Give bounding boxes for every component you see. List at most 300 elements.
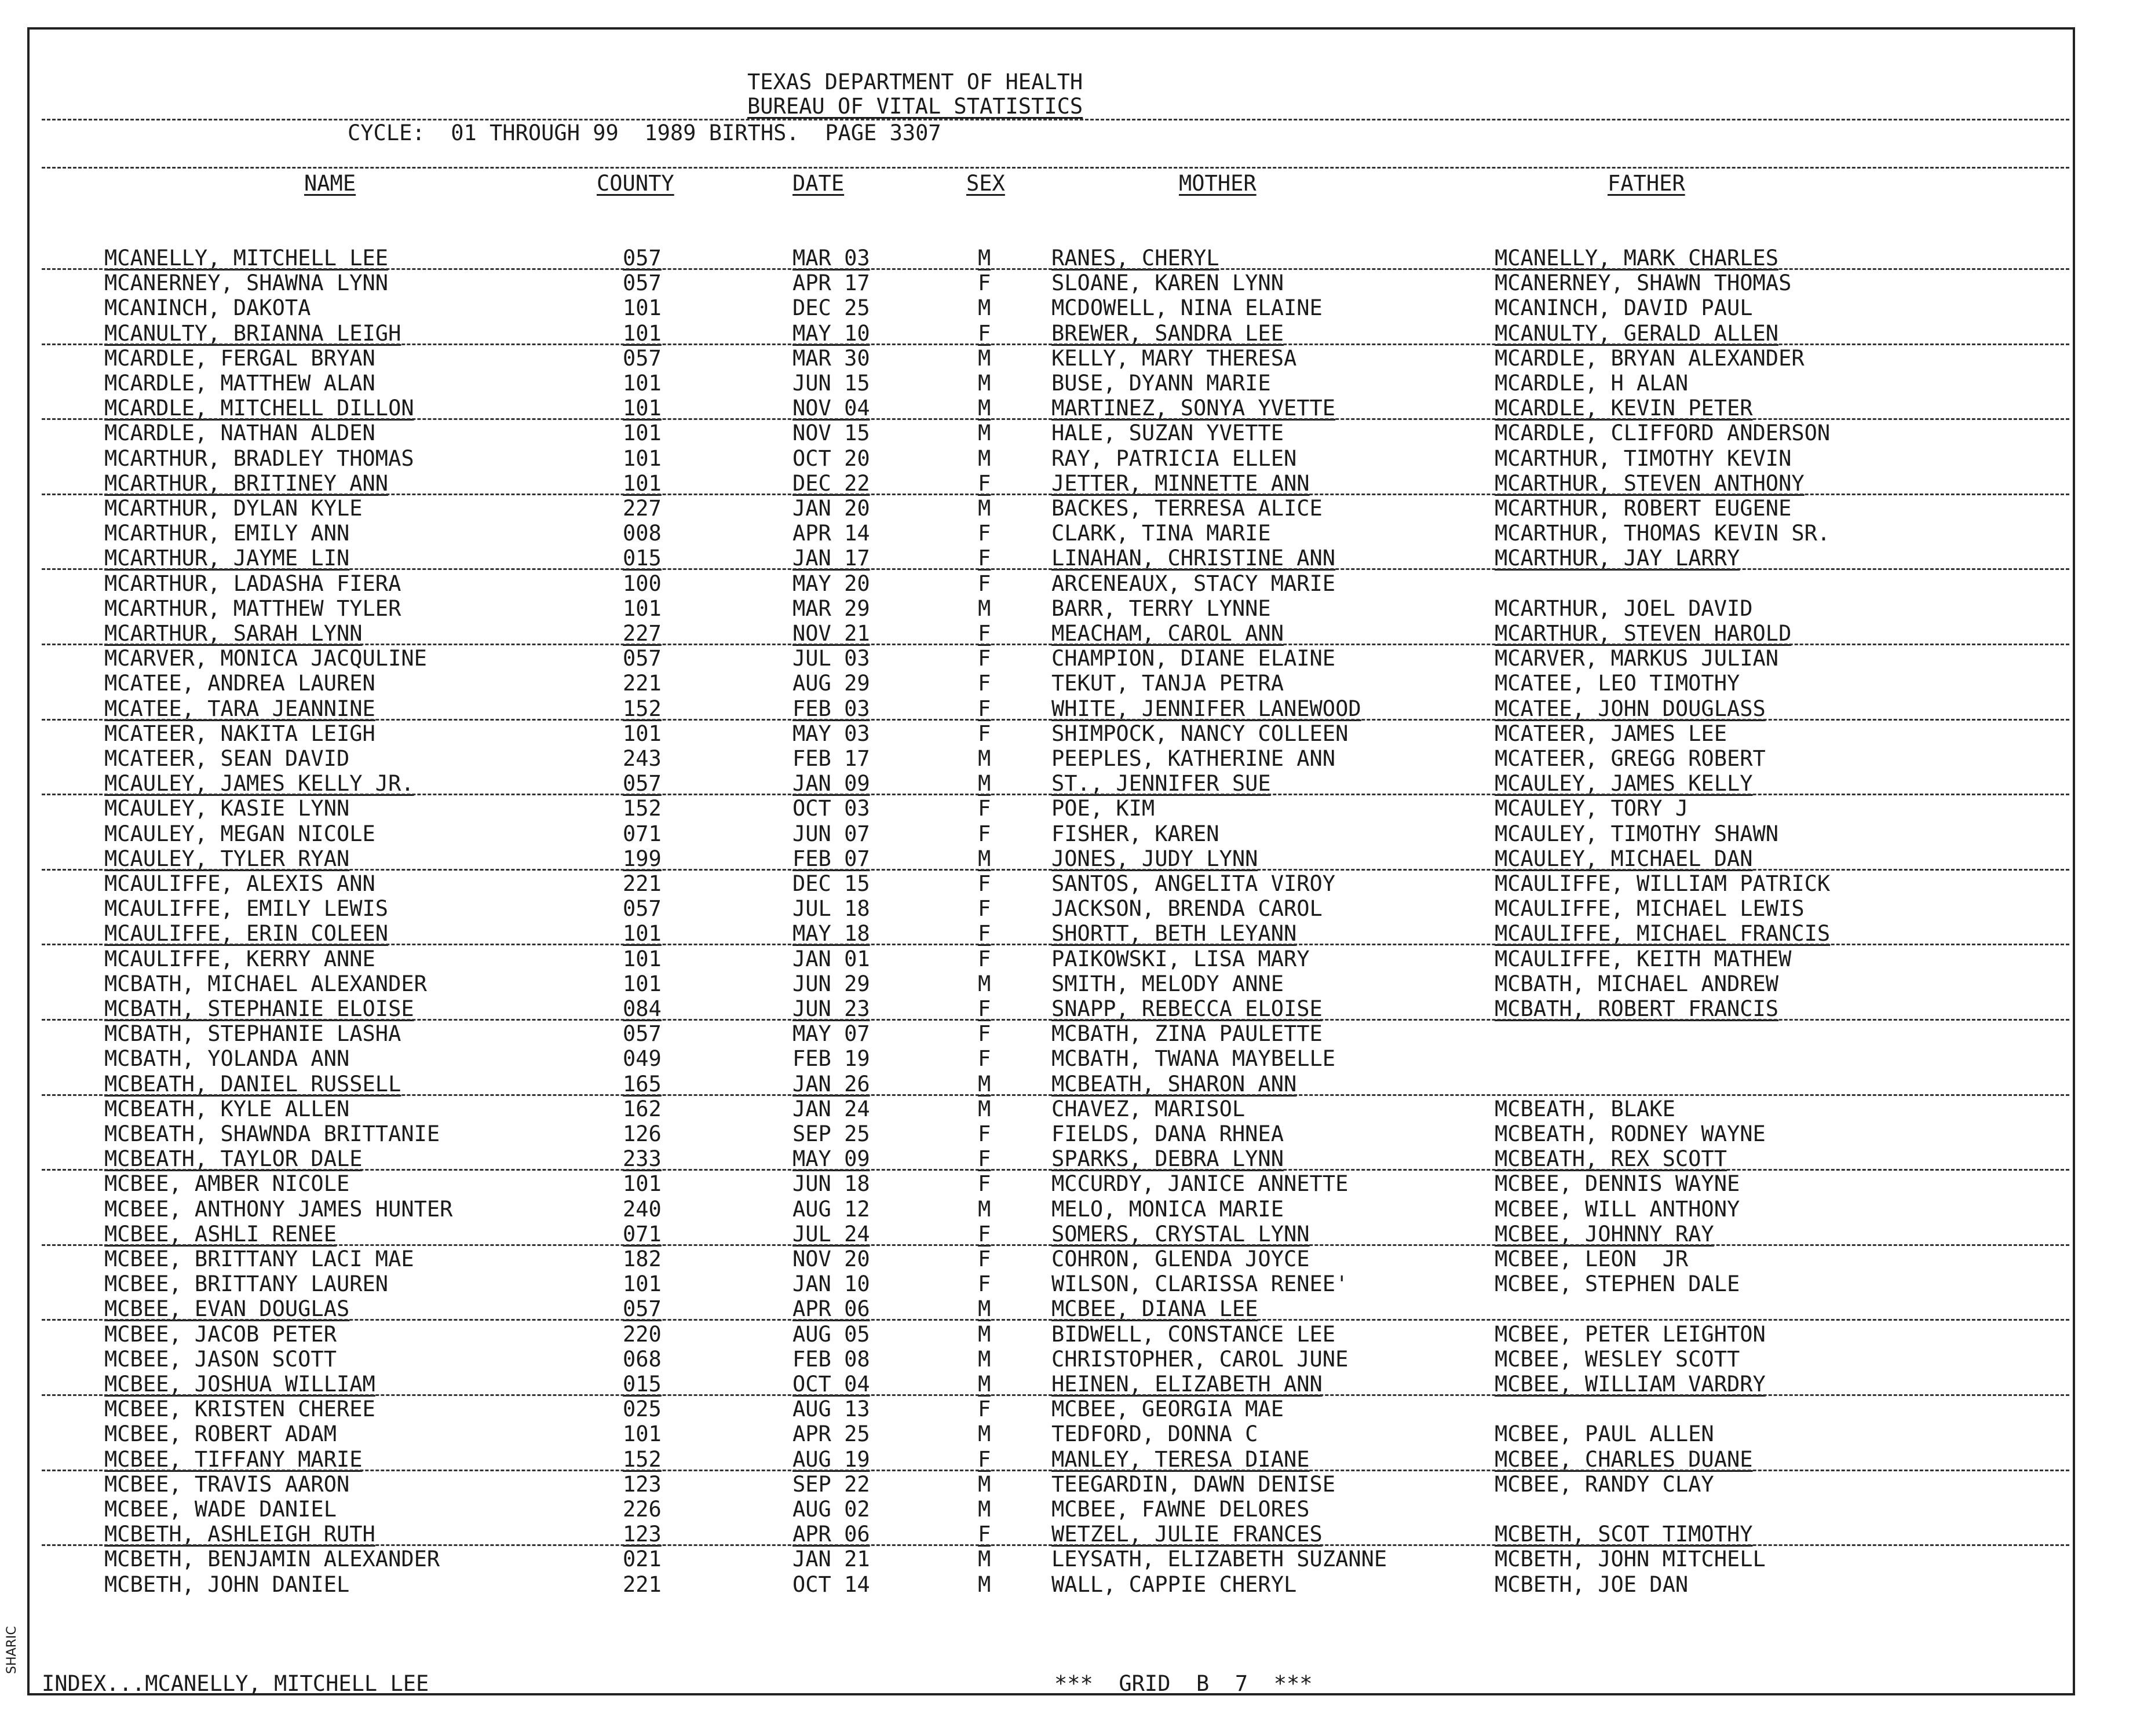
row-dash-line — [42, 1470, 2069, 1471]
cell-father: MCARTHUR, TIMOTHY KEVIN — [1495, 445, 1792, 471]
cell-date: NOV 21 — [792, 621, 870, 646]
cell-sex: F — [978, 1397, 991, 1422]
cell-mother: JONES, JUDY LYNN — [1051, 846, 1258, 871]
cell-mother: TEKUT, TANJA PETRA — [1051, 671, 1284, 696]
cell-name: MCARTHUR, SARAH LYNN — [104, 621, 363, 646]
cell-name: MCBEE, JASON SCOTT — [104, 1346, 337, 1372]
cell-name: MCARDLE, NATHAN ALDEN — [104, 421, 375, 446]
cell-county: 123 — [623, 1522, 662, 1547]
cell-name: MCBEE, BRITTANY LACI MAE — [104, 1247, 414, 1271]
cell-county: 199 — [623, 846, 662, 871]
cell-sex: M — [978, 496, 991, 521]
cell-sex: M — [978, 1071, 991, 1097]
table-row — [0, 722, 2133, 746]
cell-name: MCARTHUR, JAYME LIN — [104, 546, 350, 571]
cell-county: 101 — [623, 445, 662, 471]
cell-sex: F — [978, 546, 991, 571]
table-row — [0, 822, 2133, 846]
table-row — [0, 1472, 2133, 1497]
cell-name: MCAULIFFE, ERIN COLEEN — [104, 921, 389, 946]
cell-father: MCAULIFFE, MICHAEL LEWIS — [1495, 896, 1805, 922]
cell-date: JUN 29 — [792, 971, 870, 996]
table-row — [0, 1547, 2133, 1571]
table-row — [0, 321, 2133, 346]
cell-date: APR 25 — [792, 1421, 870, 1447]
cell-father: MCBEATH, REX SCOTT — [1495, 1146, 1727, 1172]
column-header-date: DATE — [792, 171, 845, 196]
cell-date: JAN 20 — [792, 496, 870, 521]
cell-father: MCBEATH, RODNEY WAYNE — [1495, 1121, 1766, 1146]
cell-mother: SHIMPOCK, NANCY COLLEEN — [1051, 721, 1349, 746]
cell-date: DEC 25 — [792, 295, 870, 321]
cell-mother: KELLY, MARY THERESA — [1051, 345, 1297, 371]
cell-sex: F — [978, 1221, 991, 1247]
cell-county: 101 — [623, 921, 662, 946]
cell-father: MCBEE, WILL ANTHONY — [1495, 1196, 1740, 1222]
cell-sex: F — [978, 470, 991, 496]
cell-date: AUG 19 — [792, 1446, 870, 1472]
cell-sex: M — [978, 971, 991, 996]
cell-date: AUG 29 — [792, 671, 870, 696]
cell-father: MCARDLE, CLIFFORD ANDERSON — [1495, 421, 1831, 446]
row-dash-line — [42, 1244, 2069, 1246]
cell-date: APR 06 — [792, 1296, 870, 1322]
cell-mother: SPARKS, DEBRA LYNN — [1051, 1146, 1284, 1172]
table-row — [0, 972, 2133, 996]
cell-mother: PAIKOWSKI, LISA MARY — [1051, 946, 1310, 971]
row-dash-line — [42, 944, 2069, 945]
cell-sex: F — [978, 521, 991, 546]
table-row — [0, 1122, 2133, 1146]
cell-father: MCBETH, JOHN MITCHELL — [1495, 1547, 1766, 1572]
cell-county: 015 — [623, 1372, 662, 1397]
cell-county: 165 — [623, 1071, 662, 1097]
cell-date: MAR 29 — [792, 595, 870, 621]
cell-date: AUG 02 — [792, 1497, 870, 1522]
row-dash-line — [42, 719, 2069, 721]
table-row — [0, 671, 2133, 696]
cell-sex: F — [978, 821, 991, 846]
cell-father: MCARTHUR, THOMAS KEVIN SR. — [1495, 521, 1831, 546]
cell-name: MCBETH, BENJAMIN ALEXANDER — [104, 1547, 440, 1572]
table-row — [0, 1347, 2133, 1372]
cell-county: 057 — [623, 771, 662, 796]
table-row — [0, 1422, 2133, 1446]
cell-date: OCT 04 — [792, 1372, 870, 1397]
row-dash-line — [42, 1169, 2069, 1171]
cell-mother: LEYSATH, ELIZABETH SUZANNE — [1051, 1547, 1387, 1572]
cell-date: NOV 20 — [792, 1247, 870, 1271]
cell-name: MCANERNEY, SHAWNA LYNN — [104, 271, 389, 296]
cell-father: MCAULEY, TIMOTHY SHAWN — [1495, 821, 1779, 846]
cell-father: MCARTHUR, JOEL DAVID — [1495, 595, 1753, 621]
cell-mother: JACKSON, BRENDA CAROL — [1051, 896, 1323, 922]
cell-sex: M — [978, 1547, 991, 1572]
cell-sex: M — [978, 1421, 991, 1447]
cell-sex: M — [978, 846, 991, 871]
cell-name: MCANULTY, BRIANNA LEIGH — [104, 320, 401, 346]
cell-mother: MCBEE, FAWNE DELORES — [1051, 1497, 1310, 1522]
cell-county: 227 — [623, 621, 662, 646]
cell-county: 162 — [623, 1096, 662, 1121]
cell-county: 126 — [623, 1121, 662, 1146]
cell-county: 084 — [623, 996, 662, 1021]
cell-date: JAN 17 — [792, 546, 870, 571]
cell-date: JAN 01 — [792, 946, 870, 971]
cell-father: MCANELLY, MARK CHARLES — [1495, 246, 1779, 271]
cell-father: MCAULEY, MICHAEL DAN — [1495, 846, 1753, 871]
cell-name: MCBEE, KRISTEN CHEREE — [104, 1397, 375, 1422]
cell-mother: ARCENEAUX, STACY MARIE — [1051, 571, 1336, 596]
cell-county: 101 — [623, 371, 662, 396]
cell-name: MCBETH, ASHLEIGH RUTH — [104, 1522, 375, 1547]
cell-sex: M — [978, 1096, 991, 1121]
cell-mother: BIDWELL, CONSTANCE LEE — [1051, 1321, 1336, 1347]
table-row — [0, 546, 2133, 571]
cell-name: MCAULIFFE, KERRY ANNE — [104, 946, 375, 971]
cell-sex: F — [978, 696, 991, 721]
cell-sex: M — [978, 396, 991, 421]
cell-mother: BUSE, DYANN MARIE — [1051, 371, 1271, 396]
cell-sex: F — [978, 271, 991, 296]
cell-mother: COHRON, GLENDA JOYCE — [1051, 1247, 1310, 1271]
cell-name: MCANELLY, MITCHELL LEE — [104, 246, 389, 271]
row-dash-line — [42, 568, 2069, 570]
cell-county: 025 — [623, 1397, 662, 1422]
cell-county: 057 — [623, 896, 662, 922]
cell-county: 221 — [623, 871, 662, 896]
cell-county: 101 — [623, 1271, 662, 1297]
table-row — [0, 1022, 2133, 1046]
cell-sex: F — [978, 871, 991, 896]
cell-mother: MCBATH, TWANA MAYBELLE — [1051, 1046, 1336, 1072]
table-row — [0, 772, 2133, 796]
cell-date: DEC 15 — [792, 871, 870, 896]
cell-father: MCAULIFFE, WILLIAM PATRICK — [1495, 871, 1831, 896]
table-row — [0, 296, 2133, 320]
table-row — [0, 472, 2133, 496]
cell-name: MCATEE, TARA JEANNINE — [104, 696, 375, 721]
cell-father: MCBEE, PAUL ALLEN — [1495, 1421, 1714, 1447]
cell-sex: F — [978, 1121, 991, 1146]
cell-county: 057 — [623, 345, 662, 371]
cell-county: 220 — [623, 1321, 662, 1347]
cell-mother: TEEGARDIN, DAWN DENISE — [1051, 1471, 1336, 1497]
table-row — [0, 521, 2133, 546]
table-row — [0, 947, 2133, 971]
cell-date: DEC 22 — [792, 470, 870, 496]
cell-father: MCATEER, GREGG ROBERT — [1495, 746, 1766, 771]
cell-mother: CHAMPION, DIANE ELAINE — [1051, 646, 1336, 671]
cell-father: MCARDLE, H ALAN — [1495, 371, 1689, 396]
side-label: SHARIC — [5, 1626, 19, 1674]
cell-sex: M — [978, 1321, 991, 1347]
cell-mother: CLARK, TINA MARIE — [1051, 521, 1271, 546]
footer-index: INDEX...MCANELLY, MITCHELL LEE — [42, 1671, 429, 1696]
table-row — [0, 997, 2133, 1021]
cell-county: 068 — [623, 1346, 662, 1372]
row-dash-line — [42, 494, 2069, 495]
cell-name: MCBEE, TIFFANY MARIE — [104, 1446, 363, 1472]
cell-date: JAN 24 — [792, 1096, 870, 1121]
table-row — [0, 1047, 2133, 1071]
cell-county: 123 — [623, 1471, 662, 1497]
cell-sex: M — [978, 1571, 991, 1597]
cell-mother: WHITE, JENNIFER LANEWOOD — [1051, 696, 1361, 721]
cell-father: MCBETH, SCOT TIMOTHY — [1495, 1522, 1753, 1547]
cell-date: AUG 12 — [792, 1196, 870, 1222]
cell-mother: MCBATH, ZINA PAULETTE — [1051, 1021, 1323, 1047]
cell-name: MCATEE, ANDREA LAUREN — [104, 671, 375, 696]
cell-father: MCBEE, JOHNNY RAY — [1495, 1221, 1714, 1247]
cell-name: MCAULEY, TYLER RYAN — [104, 846, 350, 871]
column-header-sex: SEX — [966, 171, 1005, 196]
cell-mother: MANLEY, TERESA DIANE — [1051, 1446, 1310, 1472]
cell-sex: M — [978, 345, 991, 371]
cell-mother: LINAHAN, CHRISTINE ANN — [1051, 546, 1336, 571]
cell-date: APR 14 — [792, 521, 870, 546]
table-row — [0, 246, 2133, 271]
row-dash-line — [42, 644, 2069, 645]
cell-name: MCBATH, YOLANDA ANN — [104, 1046, 350, 1072]
cell-father: MCARTHUR, JAY LARRY — [1495, 546, 1740, 571]
cell-name: MCARTHUR, DYLAN KYLE — [104, 496, 363, 521]
cell-name: MCARTHUR, BRADLEY THOMAS — [104, 445, 414, 471]
cell-sex: M — [978, 246, 991, 271]
cell-name: MCANINCH, DAKOTA — [104, 295, 311, 321]
cell-father: MCAULIFFE, MICHAEL FRANCIS — [1495, 921, 1831, 946]
cell-date: FEB 07 — [792, 846, 870, 871]
cell-county: 101 — [623, 946, 662, 971]
cell-name: MCBEE, JOSHUA WILLIAM — [104, 1372, 375, 1397]
table-row — [0, 396, 2133, 421]
cell-county: 057 — [623, 1296, 662, 1322]
cell-name: MCATEER, SEAN DAVID — [104, 746, 350, 771]
cell-date: JAN 09 — [792, 771, 870, 796]
cell-name: MCBEE, ANTHONY JAMES HUNTER — [104, 1196, 453, 1222]
cell-county: 182 — [623, 1247, 662, 1271]
cell-date: JUN 18 — [792, 1171, 870, 1197]
cell-father: MCBEE, WESLEY SCOTT — [1495, 1346, 1740, 1372]
table-row — [0, 1247, 2133, 1271]
table-row — [0, 796, 2133, 821]
cell-father: MCBEE, DENNIS WAYNE — [1495, 1171, 1740, 1197]
table-row — [0, 1272, 2133, 1296]
cell-mother: TEDFORD, DONNA C — [1051, 1421, 1258, 1447]
row-dash-line — [42, 268, 2069, 270]
cell-date: JUL 18 — [792, 896, 870, 922]
cell-name: MCAULEY, KASIE LYNN — [104, 796, 350, 821]
cell-sex: M — [978, 595, 991, 621]
cell-date: APR 06 — [792, 1522, 870, 1547]
cell-date: JUL 03 — [792, 646, 870, 671]
header-bureau: BUREAU OF VITAL STATISTICS — [747, 94, 1083, 119]
table-row — [0, 1297, 2133, 1321]
cell-sex: F — [978, 721, 991, 746]
cell-date: MAY 18 — [792, 921, 870, 946]
row-dash-line — [42, 418, 2069, 420]
cell-date: FEB 17 — [792, 746, 870, 771]
table-row — [0, 271, 2133, 295]
cell-father: MCARTHUR, ROBERT EUGENE — [1495, 496, 1792, 521]
cell-date: NOV 15 — [792, 421, 870, 446]
cell-mother: MCBEE, DIANA LEE — [1051, 1296, 1258, 1322]
cell-county: 221 — [623, 1571, 662, 1597]
cell-county: 101 — [623, 295, 662, 321]
cell-name: MCBETH, JOHN DANIEL — [104, 1571, 350, 1597]
cell-date: JUN 07 — [792, 821, 870, 846]
cell-father: MCBETH, JOE DAN — [1495, 1571, 1689, 1597]
cell-county: 101 — [623, 595, 662, 621]
cell-name: MCBEE, ASHLI RENEE — [104, 1221, 337, 1247]
cell-father: MCBEE, WILLIAM VARDRY — [1495, 1372, 1766, 1397]
cell-county: 101 — [623, 470, 662, 496]
cell-father: MCANINCH, DAVID PAUL — [1495, 295, 1753, 321]
row-dash-line — [42, 869, 2069, 871]
cell-mother: MARTINEZ, SONYA YVETTE — [1051, 396, 1336, 421]
row-dash-line — [42, 343, 2069, 345]
cell-date: MAY 07 — [792, 1021, 870, 1047]
row-dash-line — [42, 794, 2069, 795]
table-row — [0, 622, 2133, 646]
cell-date: AUG 05 — [792, 1321, 870, 1347]
cell-date: FEB 08 — [792, 1346, 870, 1372]
cell-father: MCAULEY, TORY J — [1495, 796, 1689, 821]
cell-date: JUN 23 — [792, 996, 870, 1021]
cell-name: MCBEATH, TAYLOR DALE — [104, 1146, 363, 1172]
table-row — [0, 1172, 2133, 1196]
cell-name: MCAULIFFE, ALEXIS ANN — [104, 871, 375, 896]
cell-name: MCAULEY, MEGAN NICOLE — [104, 821, 375, 846]
row-dash-line — [42, 1394, 2069, 1396]
cell-sex: F — [978, 1146, 991, 1172]
cell-name: MCBATH, STEPHANIE LASHA — [104, 1021, 401, 1047]
cell-county: 101 — [623, 971, 662, 996]
cell-date: SEP 25 — [792, 1121, 870, 1146]
cell-mother: JETTER, MINNETTE ANN — [1051, 470, 1310, 496]
cell-father: MCATEE, JOHN DOUGLASS — [1495, 696, 1766, 721]
cell-sex: M — [978, 421, 991, 446]
header-dash-line-2 — [42, 167, 2069, 169]
cell-sex: F — [978, 796, 991, 821]
table-row — [0, 597, 2133, 621]
cell-county: 226 — [623, 1497, 662, 1522]
row-dash-line — [42, 1544, 2069, 1546]
cell-mother: FISHER, KAREN — [1051, 821, 1219, 846]
cell-mother: SHORTT, BETH LEYANN — [1051, 921, 1297, 946]
cell-date: JUL 24 — [792, 1221, 870, 1247]
column-header-name: NAME — [304, 171, 356, 196]
cell-county: 101 — [623, 721, 662, 746]
cell-mother: RAY, PATRICIA ELLEN — [1051, 445, 1297, 471]
table-row — [0, 1197, 2133, 1222]
cell-sex: M — [978, 1196, 991, 1222]
cell-date: OCT 03 — [792, 796, 870, 821]
cell-sex: M — [978, 295, 991, 321]
cell-father: MCBEATH, BLAKE — [1495, 1096, 1675, 1121]
cell-sex: F — [978, 671, 991, 696]
cell-mother: BACKES, TERRESA ALICE — [1051, 496, 1323, 521]
table-row — [0, 1497, 2133, 1522]
cell-name: MCAULEY, JAMES KELLY JR. — [104, 771, 414, 796]
cell-sex: M — [978, 1296, 991, 1322]
cell-name: MCBEATH, SHAWNDA BRITTANIE — [104, 1121, 440, 1146]
cell-mother: WETZEL, JULIE FRANCES — [1051, 1522, 1323, 1547]
cell-date: NOV 04 — [792, 396, 870, 421]
cell-mother: MELO, MONICA MARIE — [1051, 1196, 1284, 1222]
table-row — [0, 847, 2133, 871]
cell-mother: MEACHAM, CAROL ANN — [1051, 621, 1284, 646]
cell-sex: F — [978, 1021, 991, 1047]
cell-date: APR 17 — [792, 271, 870, 296]
cell-sex: F — [978, 1171, 991, 1197]
cell-name: MCARDLE, MITCHELL DILLON — [104, 396, 414, 421]
cell-sex: F — [978, 621, 991, 646]
cell-sex: F — [978, 1522, 991, 1547]
cell-mother: HALE, SUZAN YVETTE — [1051, 421, 1284, 446]
cell-county: 221 — [623, 671, 662, 696]
table-row — [0, 346, 2133, 371]
cell-sex: F — [978, 921, 991, 946]
cell-name: MCBATH, MICHAEL ALEXANDER — [104, 971, 427, 996]
cell-county: 057 — [623, 271, 662, 296]
cell-date: JAN 21 — [792, 1547, 870, 1572]
cell-name: MCARTHUR, EMILY ANN — [104, 521, 350, 546]
table-row — [0, 1097, 2133, 1121]
cell-father: MCARTHUR, STEVEN ANTHONY — [1495, 470, 1805, 496]
cell-father: MCAULEY, JAMES KELLY — [1495, 771, 1753, 796]
cell-date: MAY 20 — [792, 571, 870, 596]
cell-mother: MCDOWELL, NINA ELAINE — [1051, 295, 1323, 321]
cell-date: JAN 26 — [792, 1071, 870, 1097]
cell-county: 049 — [623, 1046, 662, 1072]
cell-county: 101 — [623, 1171, 662, 1197]
cell-father: MCAULIFFE, KEITH MATHEW — [1495, 946, 1792, 971]
cell-father: MCBATH, ROBERT FRANCIS — [1495, 996, 1779, 1021]
cell-date: JUN 15 — [792, 371, 870, 396]
cell-county: 057 — [623, 646, 662, 671]
cell-mother: CHAVEZ, MARISOL — [1051, 1096, 1246, 1121]
table-row — [0, 1322, 2133, 1347]
cell-name: MCBEE, JACOB PETER — [104, 1321, 337, 1347]
cell-mother: WALL, CAPPIE CHERYL — [1051, 1571, 1297, 1597]
cell-name: MCATEER, NAKITA LEIGH — [104, 721, 375, 746]
cell-mother: CHRISTOPHER, CAROL JUNE — [1051, 1346, 1349, 1372]
cell-sex: M — [978, 746, 991, 771]
cell-county: 100 — [623, 571, 662, 596]
row-dash-line — [42, 1094, 2069, 1096]
table-row — [0, 447, 2133, 471]
cell-sex: M — [978, 1372, 991, 1397]
cell-mother: POE, KIM — [1051, 796, 1155, 821]
table-row — [0, 1573, 2133, 1597]
cell-mother: SNAPP, REBECCA ELOISE — [1051, 996, 1323, 1021]
table-row — [0, 572, 2133, 596]
header-dash-line — [42, 119, 2069, 120]
cell-mother: MCBEE, GEORGIA MAE — [1051, 1397, 1284, 1422]
header-cycle: CYCLE: 01 THROUGH 99 1989 BIRTHS. PAGE 3307 — [348, 120, 941, 145]
cell-date: FEB 19 — [792, 1046, 870, 1072]
table-row — [0, 697, 2133, 721]
cell-county: 152 — [623, 1446, 662, 1472]
table-row — [0, 1372, 2133, 1397]
footer-grid: *** GRID B 7 *** — [1054, 1671, 1313, 1696]
table-row — [0, 1147, 2133, 1171]
cell-sex: M — [978, 371, 991, 396]
cell-name: MCARVER, MONICA JACQULINE — [104, 646, 427, 671]
table-row — [0, 872, 2133, 896]
cell-sex: F — [978, 646, 991, 671]
